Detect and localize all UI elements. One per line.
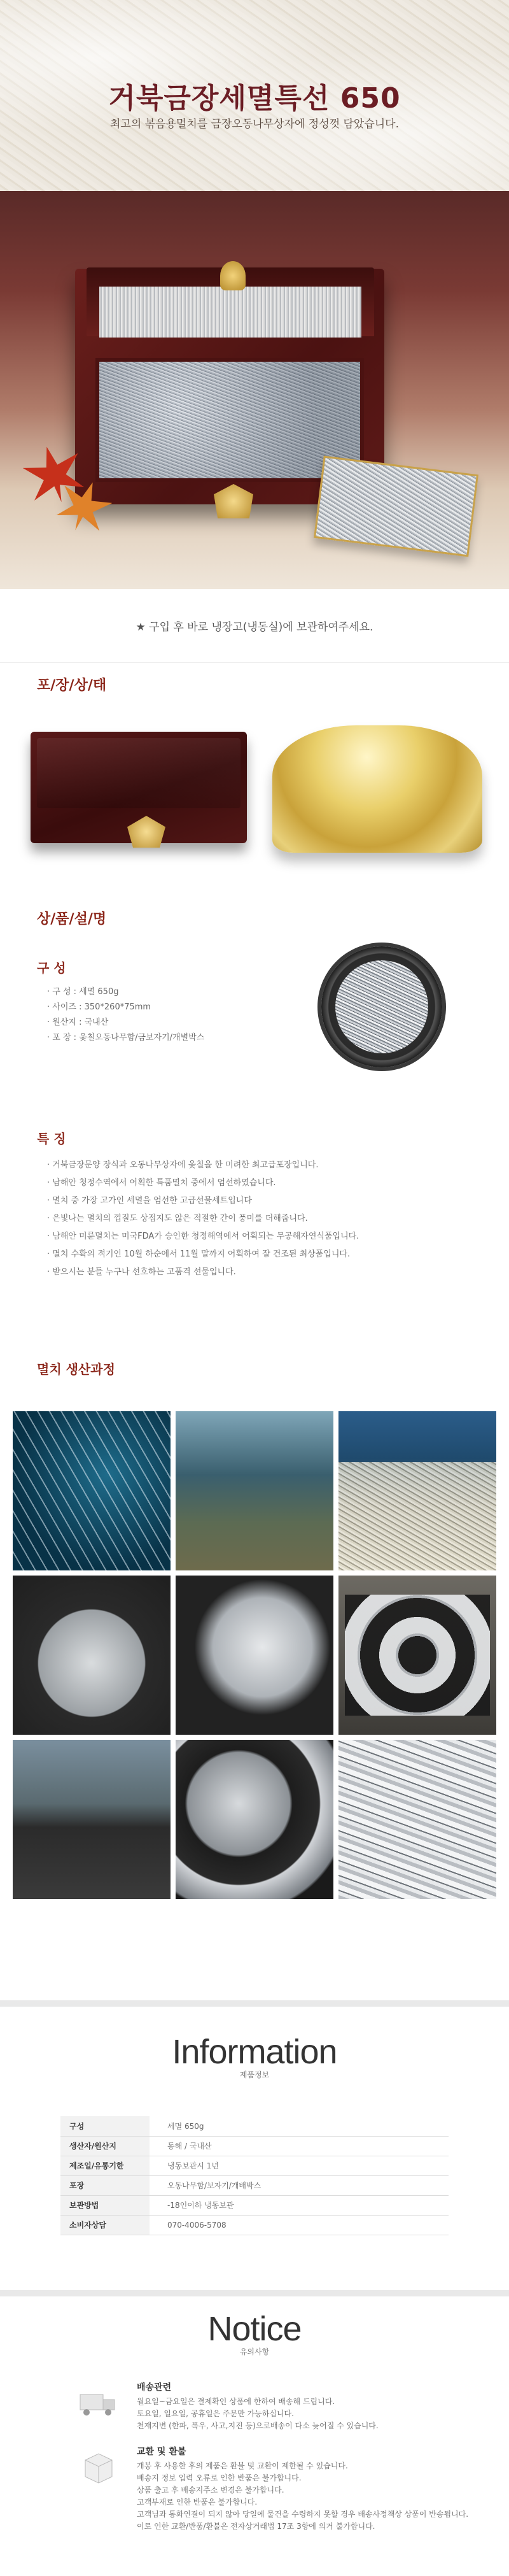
notice-line: 천재지변 (한파, 폭우, 사고,지진 등)으로배송이 다소 늦어질 수 있습니다. [137, 2421, 379, 2430]
notice-item-title: 교환 및 환불 [137, 2447, 186, 2457]
box-return-icon [76, 2447, 121, 2486]
notice-line: 상품 출고 후 배송지주소 변경은 불가합니다. [137, 2486, 284, 2494]
notice-line: 이로 인한 교환/반품/환불은 전자상거래법 17조 3항에 의거 불가합니다. [137, 2522, 375, 2531]
info-label: 구성 [60, 2116, 150, 2136]
table-row [60, 2156, 449, 2175]
notice-item-title: 배송관련 [137, 2382, 172, 2393]
list-item: · 구 성 : 세멸 650g [47, 987, 119, 997]
list-item: · 멸치 수확의 적기인 10월 하순에서 11월 말까지 어획하여 잘 건조된 최상품입니다. [47, 1249, 351, 1259]
divider [0, 2290, 509, 2296]
process-photo [338, 1411, 496, 1570]
notice-line: 월요일~금요일은 결제확인 상품에 한하여 배송해 드립니다. [137, 2397, 335, 2406]
info-label: 소비자상담 [60, 2215, 150, 2235]
info-value: 오동나무함/보자기/개배박스 [150, 2175, 449, 2195]
list-item: · 사이즈 : 350*260*75mm [47, 1002, 151, 1012]
process-photo [338, 1576, 496, 1735]
info-label: 제조일/유통기한 [60, 2156, 150, 2175]
process-photo [176, 1576, 333, 1735]
info-value: -18인이하 냉동보관 [150, 2195, 449, 2215]
composition-title: 구 성 [37, 960, 66, 976]
section-title-process: 멸치 생산과정 [37, 1362, 115, 1377]
list-item: · 남해안 청정수역에서 어획한 특품멸치 중에서 엄선하였습니다. [47, 1178, 276, 1188]
process-photo [338, 1740, 496, 1899]
notice-heading: Notice [207, 2310, 302, 2348]
section-title-packaging: 포/장/상/태 [37, 678, 107, 694]
info-value: 냉동보관시 1년 [150, 2156, 449, 2175]
features-list [47, 1156, 359, 1281]
anchovy-bowl-image [321, 946, 442, 1067]
features-title: 특 징 [37, 1131, 66, 1146]
notice-header [0, 2309, 509, 2357]
table-row [60, 2215, 449, 2235]
gold-wrapping-cloth-image [272, 725, 482, 853]
table-row [60, 2195, 449, 2215]
notice-section [0, 2296, 509, 2529]
product-subtitle: 최고의 볶음용멸치를 금장오동나무상자에 정성껏 담았습니다. [110, 118, 399, 131]
anchovy-sample-plate [314, 456, 478, 557]
turtle-ornament-top-icon [220, 261, 246, 290]
divider [0, 2000, 509, 2007]
table-row [60, 2136, 449, 2156]
info-value: 동해 / 국내산 [150, 2136, 449, 2156]
info-label: 보관방법 [60, 2195, 150, 2215]
description-section [0, 908, 509, 1355]
process-photo [13, 1576, 171, 1735]
hero-banner [0, 0, 509, 191]
process-photo [13, 1740, 171, 1899]
notice-body [76, 2380, 471, 2545]
table-row [60, 2175, 449, 2195]
section-title-description: 상/품/설/명 [37, 911, 107, 927]
notice-subheading: 유의사항 [239, 2347, 270, 2356]
information-header [0, 2032, 509, 2080]
notice-line: 고객부재로 인한 반품은 불가합니다. [137, 2498, 258, 2507]
product-info-table [60, 2116, 449, 2235]
process-photo [13, 1411, 171, 1570]
list-item: · 남해안 미륜멸치는 미국FDA가 승인한 청정해역에서 어획되는 무공해자연식품입니다. [47, 1232, 359, 1241]
composition-list [47, 985, 204, 1046]
product-photo [0, 191, 509, 589]
storage-notice: ★ 구입 후 바로 냉장고(냉동실)에 보관하여주세요. [136, 621, 373, 634]
product-title: 거북금장세멸특선 650 [108, 82, 401, 115]
info-label: 생산자/원산지 [60, 2136, 150, 2156]
information-heading: Information [172, 2033, 337, 2071]
info-label: 포장 [60, 2175, 150, 2195]
information-section [0, 2007, 509, 2290]
notice-line: 개봉 후 사용한 후의 제품은 환불 및 교환이 제한될 수 있습니다. [137, 2461, 348, 2470]
information-subheading: 제품정보 [239, 2070, 270, 2079]
notice-line: 고객님과 통화연결이 되지 않아 당일에 물건을 수령하지 못할 경우 배송사정책상 상품이 반송됩니다. [137, 2510, 469, 2519]
notice-line: 배송지 정보 입력 오류로 인한 반품은 불가합니다. [137, 2473, 302, 2482]
info-value: 세멸 650g [150, 2116, 449, 2136]
list-item: · 은빛나는 멸치의 껍질도 상접지도 않은 적절한 간이 풍미를 더해줍니다. [47, 1214, 308, 1223]
list-item: · 거북금장문양 장식과 오동나무상자에 옻칠을 한 미려한 최고급포장입니다. [47, 1160, 319, 1170]
production-process-section [0, 1355, 509, 2000]
delivery-truck-icon [76, 2383, 121, 2421]
notice-line: 토요일, 일요일, 공휴일은 주문만 가능하십니다. [137, 2409, 294, 2418]
process-photo-grid [13, 1411, 496, 1899]
list-item: · 멸치 중 가장 고가인 세멸을 엄선한 고급선물세트입니다 [47, 1196, 252, 1206]
notice-item-delivery [76, 2380, 471, 2432]
process-photo [176, 1740, 333, 1899]
info-value: 070-4006-5708 [150, 2215, 449, 2235]
table-row [60, 2116, 449, 2136]
lid-lining [99, 287, 361, 338]
list-item: · 받으시는 분들 누구나 선호하는 고품격 선물입니다. [47, 1267, 236, 1277]
list-item: · 포 장 : 옻칠오동나무함/금보자기/개별박스 [47, 1033, 205, 1042]
list-item: · 원산지 : 국내산 [47, 1018, 109, 1027]
packaging-section [0, 663, 509, 908]
process-photo [176, 1411, 333, 1570]
notice-item-exchange [76, 2445, 471, 2533]
